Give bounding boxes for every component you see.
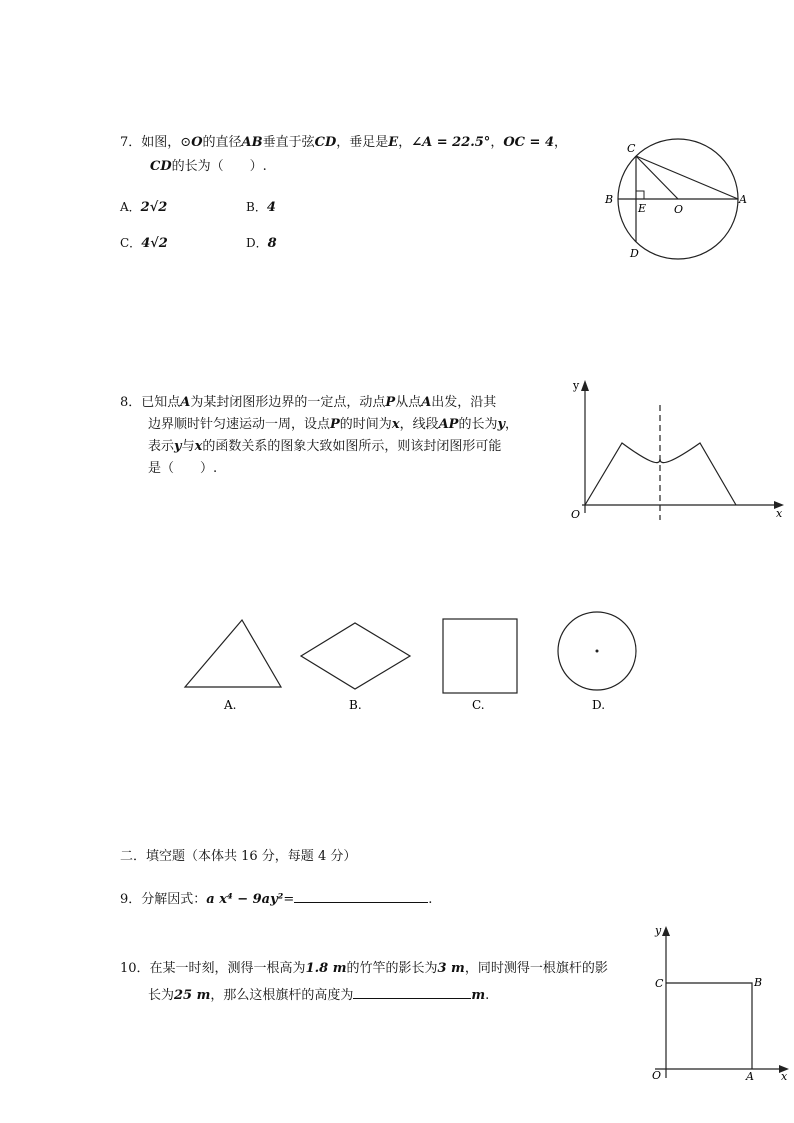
math-shadow: 25 m bbox=[174, 988, 211, 1003]
math-AB: AB bbox=[241, 135, 263, 150]
q8-text: 的函数关系的图象大致如图所示，则该封闭图形可能 bbox=[202, 439, 502, 454]
math-A: A bbox=[180, 395, 191, 410]
math-height: 1.8 m bbox=[305, 961, 347, 976]
q8-text: ， bbox=[505, 417, 519, 432]
q8-text: 的长为 bbox=[458, 417, 498, 432]
section-heading: 二．填空题（本体共 16 分，每题 4 分） bbox=[120, 849, 357, 864]
y-axis-arrow bbox=[581, 380, 589, 391]
q7-text: 的长为（ ）. bbox=[171, 159, 267, 174]
math-x: x bbox=[194, 439, 203, 454]
q8-text: 出发，沿其 bbox=[431, 395, 497, 410]
q8-text: 表示 bbox=[148, 439, 175, 454]
period: . bbox=[428, 892, 433, 907]
math-O: O bbox=[191, 135, 203, 150]
q10-line2 bbox=[148, 984, 489, 1007]
math-y: y bbox=[174, 439, 182, 454]
label-B: B bbox=[754, 976, 763, 989]
label-O: O bbox=[674, 203, 684, 216]
q8-text: 从点 bbox=[395, 395, 422, 410]
axis-x-label: x bbox=[776, 507, 783, 520]
option-label: C． bbox=[120, 236, 142, 250]
option-a-triangle[interactable] bbox=[185, 620, 281, 687]
math-OC: OC = 4 bbox=[503, 135, 554, 150]
option-value: 8 bbox=[267, 236, 277, 251]
q8-text: 是（ ）. bbox=[148, 461, 218, 476]
q7-circle-figure bbox=[600, 135, 755, 265]
math-CD: CD bbox=[150, 159, 172, 174]
label-C: C bbox=[627, 142, 636, 155]
q7-text: 垂直于弦 bbox=[262, 135, 315, 150]
q10-line1 bbox=[120, 958, 608, 980]
axis-x-label: x bbox=[781, 1070, 788, 1082]
q9-line bbox=[120, 888, 432, 911]
right-angle-mark bbox=[636, 191, 644, 199]
q8-text: 已知点 bbox=[141, 395, 181, 410]
q10-number: 10． bbox=[120, 961, 150, 976]
q7-option-c[interactable] bbox=[120, 232, 168, 255]
q8-number: 8． bbox=[120, 395, 142, 410]
comma: ， bbox=[490, 135, 504, 150]
y-axis-arrow bbox=[662, 926, 670, 936]
option-c-square[interactable] bbox=[443, 619, 517, 693]
comma: ， bbox=[554, 135, 568, 150]
q8-text: ，线段 bbox=[399, 417, 439, 432]
q10-text: 在某一时刻，测得一根高为 bbox=[149, 961, 306, 976]
option-label: B． bbox=[246, 200, 267, 214]
q7-text: 如图， bbox=[141, 135, 181, 150]
axis-y-label: y bbox=[655, 924, 662, 937]
q8-line1 bbox=[120, 392, 496, 414]
option-value: 4 bbox=[266, 200, 276, 215]
period: . bbox=[485, 988, 490, 1003]
option-a-label: A. bbox=[224, 698, 237, 712]
q8-text: 的时间为 bbox=[339, 417, 392, 432]
q10-text: 的竹竿的影长为 bbox=[346, 961, 438, 976]
circle-symbol: ⊙ bbox=[180, 135, 192, 150]
q7-text: ，垂足是 bbox=[336, 135, 389, 150]
q7-text: 的直径 bbox=[202, 135, 242, 150]
option-value: 4√2 bbox=[141, 236, 168, 251]
option-d-label: D. bbox=[592, 698, 606, 712]
q9-number: 9． bbox=[120, 892, 142, 907]
origin-label: O bbox=[652, 1069, 662, 1082]
math-unit: m bbox=[471, 988, 486, 1003]
math-P: P bbox=[330, 417, 340, 432]
label-E: E bbox=[638, 202, 647, 215]
math-CD: CD bbox=[314, 135, 337, 150]
option-label: D． bbox=[246, 236, 268, 250]
q8-line2 bbox=[148, 414, 518, 436]
coordinate-figure bbox=[640, 920, 792, 1082]
q10-text: ，同时测得一根旗杆的影 bbox=[464, 961, 608, 976]
label-C: C bbox=[655, 977, 664, 990]
q8-shape-options bbox=[175, 605, 655, 720]
q7-option-d[interactable] bbox=[246, 232, 277, 255]
option-c-label: C. bbox=[472, 698, 485, 712]
q7-option-a[interactable] bbox=[120, 196, 167, 219]
origin-label: O bbox=[571, 508, 581, 521]
math-y: y bbox=[497, 417, 506, 432]
math-shadow: 3 m bbox=[437, 961, 465, 976]
rectangle-OABC bbox=[666, 983, 752, 1069]
option-value: 2√2 bbox=[140, 200, 168, 215]
math-A: A bbox=[421, 395, 432, 410]
option-b-label: B. bbox=[349, 698, 362, 712]
equals-sign: = bbox=[283, 892, 295, 907]
q8-text: 与 bbox=[181, 439, 195, 454]
q7-line1 bbox=[120, 132, 567, 154]
segment-CA bbox=[636, 156, 738, 199]
answer-blank[interactable] bbox=[353, 984, 471, 999]
q8-line4 bbox=[148, 458, 217, 480]
answer-blank[interactable] bbox=[294, 888, 428, 903]
math-x: x bbox=[391, 417, 400, 432]
math-expression: a x⁴ − 9ay² bbox=[206, 892, 284, 907]
segment-CO bbox=[636, 156, 678, 199]
q10-text: ，那么这根旗杆的高度为 bbox=[210, 988, 354, 1003]
q7-number: 7． bbox=[120, 135, 142, 150]
label-A: A bbox=[746, 1070, 754, 1082]
q9-text: 分解因式： bbox=[141, 892, 207, 907]
comma: ， bbox=[398, 135, 412, 150]
q7-option-b[interactable] bbox=[246, 196, 276, 219]
label-D: D bbox=[630, 247, 639, 260]
q8-graph bbox=[562, 375, 792, 523]
option-b-rhombus[interactable] bbox=[301, 623, 410, 689]
label-B: B bbox=[605, 193, 614, 206]
q8-text: 边界顺时针匀速运动一周，设点 bbox=[148, 417, 331, 432]
circle-center-dot bbox=[596, 650, 599, 653]
math-E: E bbox=[388, 135, 399, 150]
axis-y-label: y bbox=[573, 379, 580, 392]
q10-text: 长为 bbox=[148, 988, 175, 1003]
math-angle-A: ∠A = 22.5° bbox=[411, 135, 491, 150]
math-P: P bbox=[385, 395, 396, 410]
q7-line2 bbox=[150, 156, 267, 178]
label-A: A bbox=[739, 193, 747, 206]
q8-line3 bbox=[148, 436, 501, 458]
math-AP: AP bbox=[438, 417, 459, 432]
option-label: A． bbox=[120, 200, 141, 214]
q8-text: 为某封闭图形边界的一定点，动点 bbox=[190, 395, 386, 410]
